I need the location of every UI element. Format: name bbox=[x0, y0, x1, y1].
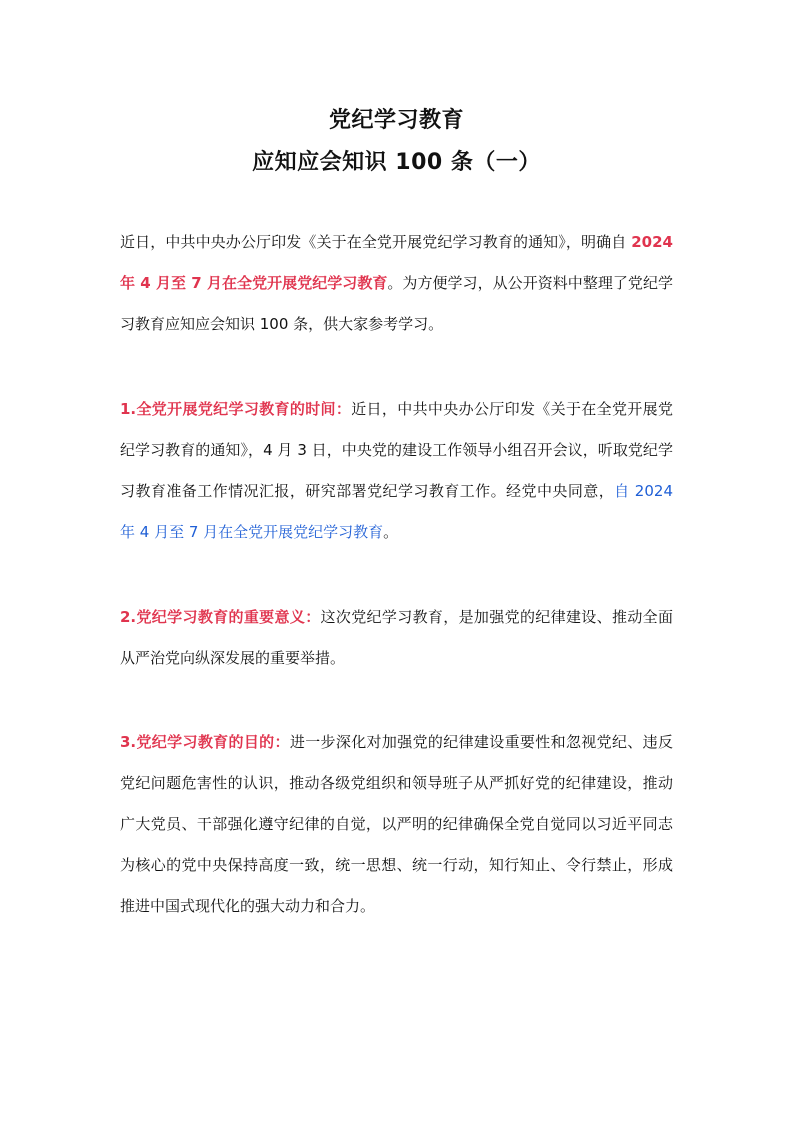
item-1-link[interactable]: 自 2024 年 4 月至 7 月在全党开展党纪学习教育 bbox=[120, 482, 673, 541]
document-title: 党纪学习教育 bbox=[328, 108, 464, 133]
item-1-tail: 。 bbox=[383, 523, 399, 541]
item-1-heading: 1.全党开展党纪学习教育的时间： bbox=[120, 400, 352, 418]
document-subtitle: 应知应会知识 100 条（一） bbox=[252, 150, 541, 175]
intro-text-part1: 近日，中共中央办公厅印发《关于在全党开展党纪学习教育的通知》，明确自 bbox=[120, 233, 632, 251]
intro-highlight: 2024 年 4 月至 7 月在全党开展党纪学习教育 bbox=[120, 233, 673, 292]
item-2-body: 这次党纪学习教育，是加强党的纪律建设、推动全面从严治党向纵深发展的重要举措。 bbox=[120, 608, 673, 667]
item-3-paragraph bbox=[120, 722, 673, 927]
intro-text-part2: 。为方便学习，从公开资料中整理了党纪学习教育应知应会知识 100 条，供大家参考学习。 bbox=[120, 274, 673, 333]
intro-paragraph bbox=[120, 222, 673, 345]
item-3-body: 进一步深化对加强党的纪律建设重要性和忽视党纪、违反党纪问题危害性的认识，推动各级党组织和领导班子从严抓好党的纪律建设，推动广大党员、干部强化遵守纪律的自觉，以严明的纪律确保全党自觉同以习近平同志为核心的党中央保持高度一致，统一思想、统一行动，知行知止、令行禁止，形成推进中国式现代化的强大动力和合力。 bbox=[120, 733, 673, 915]
item-2-paragraph bbox=[120, 597, 673, 679]
item-1-paragraph bbox=[120, 389, 673, 553]
item-3-heading: 3.党纪学习教育的目的： bbox=[120, 733, 290, 751]
item-1-body: 近日，中共中央办公厅印发《关于在全党开展党纪学习教育的通知》，4 月 3 日，中央党的建设工作领导小组召开会议，听取党纪学习教育准备工作情况汇报，研究部署党纪学习教育工作。经党中央同意， bbox=[120, 400, 673, 500]
item-2-heading: 2.党纪学习教育的重要意义： bbox=[120, 608, 321, 626]
